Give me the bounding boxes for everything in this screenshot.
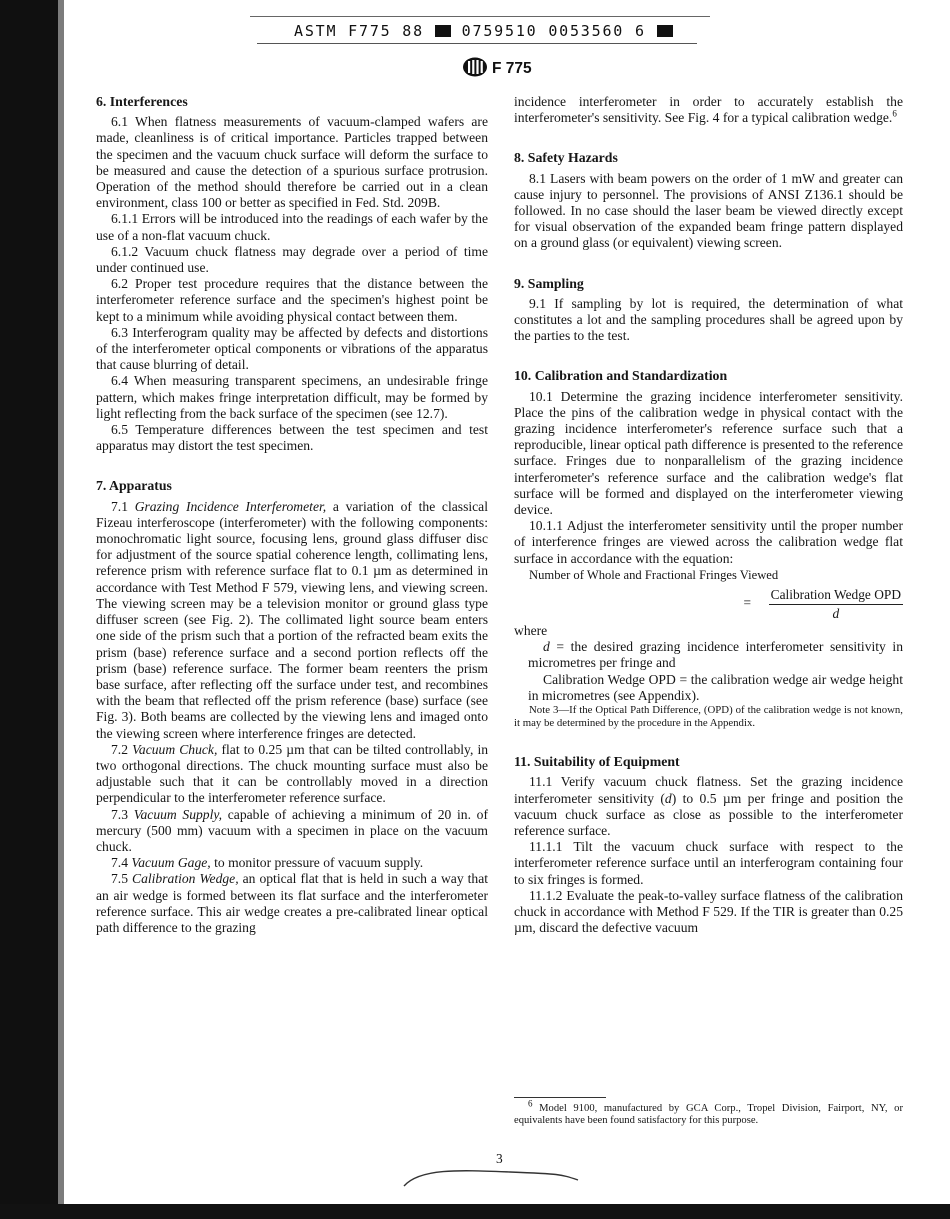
para-11-1 bbox=[514, 774, 903, 839]
footnote-6 bbox=[514, 1098, 904, 1128]
para-7-4-number: 7.4 bbox=[111, 855, 128, 871]
header-bottom-rule bbox=[257, 43, 697, 44]
scan-dark-edge-left bbox=[0, 0, 58, 1219]
para-6-2: 6.2 Proper test procedure requires that the distance between the interferometer reference surface and the specimen's highest point be kept to a minimum while avoiding physical contact between them. bbox=[96, 276, 488, 324]
left-column bbox=[96, 94, 488, 936]
designation-number: F 775 bbox=[492, 60, 532, 77]
term-vacuum-chuck: Vacuum Chuck, bbox=[132, 741, 218, 757]
formula-label: Number of Whole and Fractional Fringes Viewed bbox=[529, 567, 779, 582]
para-9-1: 9.1 If sampling by lot is required, the determination of what constitutes a lot and the sampling procedures shall be agreed upon by the parties to the test. bbox=[514, 295, 903, 344]
note-3: Note 3—If the Optical Path Difference, (OPD) of the calibration wedge is not known, it may be determined by the procedure in the Appendix. bbox=[514, 704, 903, 730]
header-top-rule bbox=[250, 16, 710, 17]
scan-header-line bbox=[294, 22, 673, 40]
heading-safety-hazards: 8. Safety Hazards bbox=[514, 150, 618, 166]
term-vacuum-gage: Vacuum Gage, bbox=[131, 855, 211, 871]
right-column bbox=[514, 94, 903, 936]
para-11-1-b: ) to 0.5 µm per fringe and position the vacuum chuck surface as close as possible to the interferometer reference surface. bbox=[514, 790, 904, 838]
symbol-d: d bbox=[543, 639, 550, 655]
heading-interferences: 6. Interferences bbox=[96, 94, 188, 109]
formula-fraction bbox=[769, 587, 903, 622]
para-10-1-1: 10.1.1 Adjust the interferometer sensitivity until the proper number of interference fringes are viewed across the calibration wedge flat surface in accordance with the equation: bbox=[514, 518, 903, 566]
heading-calibration: 10. Calibration and Standardization bbox=[514, 368, 728, 384]
scan-header-block-2 bbox=[657, 25, 673, 37]
para-6-1-1: 6.1.1 Errors will be introduced into the readings of each wafer by the use of a non-flat vacuum chuck. bbox=[96, 211, 488, 243]
sensitivity-formula bbox=[514, 583, 903, 623]
symbol-d-inline: d bbox=[664, 790, 672, 806]
heading-suitability: 11. Suitability of Equipment bbox=[514, 754, 680, 770]
para-8-1: 8.1 Lasers with beam powers on the order of 1 mW and greater can cause injury to personnel. The provisions of ANSI Z136.1 should be followed. In no case should the laser beam be viewed directly except for visual observation of the expanded beam fringe pattern displayed on a ground glass (or equivalent) viewing screen. bbox=[514, 170, 903, 251]
formula-denominator: d bbox=[832, 606, 840, 622]
para-7-3-text: capable of achieving a minimum of 20 in. of mercury (500 mm) vacuum with a specimen in place on the vacuum chuck. bbox=[96, 806, 488, 854]
para-11-1-1: 11.1.1 Tilt the vacuum chuck surface with respect to the interferometer reference surface until an interferogram containing four to six fringes is formed. bbox=[514, 839, 903, 887]
where-label: where bbox=[514, 623, 548, 639]
para-11-1-2: 11.1.2 Evaluate the peak-to-valley surface flatness of the calibration chuck in accordance with Method F 529. If the TIR is greater than 0.25 µm, discard the defective vacuum bbox=[514, 887, 903, 936]
term-grazing-incidence-interferometer: Grazing Incidence Interferometer, bbox=[134, 498, 327, 514]
para-7-3-number: 7.3 bbox=[111, 806, 128, 822]
scan-header-code: 0759510 0053560 6 bbox=[461, 22, 646, 40]
para-7-1 bbox=[96, 499, 488, 742]
scan-grey-edge-left bbox=[58, 0, 64, 1219]
para-7-1-text: a variation of the classical Fizeau interferoscope (interferometer) with the following components: monochromatic light source, focusing lens, ground glass diffuser disc for adjustment of the source spatial coherence length, collimating lens, reference prism with reference surface flat to 0.1 µm as determined in accordance with Test Method F 579, viewing lens, and viewing screen. The viewing screen may be a television monitor or ground glass type diffuser screen (see Fig. 2). The collimated light source beam enters one side of the prism such that a portion of the refracted beam exits the prism (base) reference surface and a second portion reflects off the prism (base) reference surface. The former beam reenters the prism base surface, after reflecting off the surface under test, and recombines with the beam that reflected off the prism reference (base) surface (see Fig. 3). Both beams are collected by the viewing lens and imaged onto the viewing screen where interference fringes are detected. bbox=[96, 498, 488, 741]
term-calibration-wedge: Calibration Wedge, bbox=[132, 871, 239, 887]
footnote-text: Model 9100, manufactured by GCA Corp., Tropel Division, Fairport, NY, or equivalents have been found satisfactory for this purpose. bbox=[514, 1103, 904, 1127]
para-10-1: 10.1 Determine the grazing incidence interferometer sensitivity. Place the pins of the calibration wedge in physical contact with the grazing incidence interferometer's reference surface such that a reproducible, linear optical path difference is presented to the reference surface. Fringes due to nonparallelism of the grazing incidence interferometer's reference surface and the calibration wedge's flat surface will be formed and displayed on the interferometer viewing device. bbox=[514, 388, 903, 518]
para-7-1-number: 7.1 bbox=[111, 498, 128, 514]
para-6-3: 6.3 Interferogram quality may be affected by defects and distortions of the interferometer optical components or vibrations of the apparatus that cause blurring of detail. bbox=[96, 324, 488, 373]
para-7-2 bbox=[96, 742, 488, 807]
scan-header-standard: ASTM F775 88 bbox=[294, 22, 424, 40]
para-6-1-2: 6.1.2 Vacuum chuck flatness may degrade over a period of time under continued use. bbox=[96, 243, 488, 276]
para-11-1-a: 11.1 Verify vacuum chuck flatness. Set the grazing incidence interferometer sensitivity ( bbox=[514, 774, 903, 806]
para-6-5: 6.5 Temperature differences between the test specimen and test apparatus may distort the test specimen. bbox=[96, 422, 488, 454]
pen-stroke-mark bbox=[400, 1164, 590, 1194]
heading-sampling: 9. Sampling bbox=[514, 275, 584, 291]
scan-dark-edge-bottom bbox=[0, 1204, 950, 1219]
definition-d-text: = the desired grazing incidence interferometer sensitivity in micrometres per fringe and bbox=[528, 639, 903, 671]
para-7-2-text: flat to 0.25 µm that can be tilted controllably, in two orthogonal directions. The chuck mounting surface must also be adjustable such that it can be controllably moved in a direction perpendicular to the interferometer reference surface. bbox=[96, 741, 489, 806]
scan-header-block-1 bbox=[435, 25, 451, 37]
definition-calibration-wedge-opd: Calibration Wedge OPD = the calibration wedge air wedge height in micrometres (see Appendix). bbox=[528, 671, 903, 703]
footnote-ref-6: 6 bbox=[892, 108, 897, 119]
para-7-3 bbox=[96, 807, 488, 856]
para-7-5-continued bbox=[514, 94, 903, 126]
para-7-5-number: 7.5 bbox=[111, 871, 128, 887]
para-7-2-number: 7.2 bbox=[111, 741, 128, 757]
para-7-5-continued-text: incidence interferometer in order to accurately establish the interferometer's sensitivity. See Fig. 4 for a typical calibration wedge. bbox=[514, 94, 903, 126]
formula-numerator: Calibration Wedge OPD bbox=[769, 587, 903, 605]
term-vacuum-supply: Vacuum Supply, bbox=[133, 806, 223, 822]
footnote-mark: 6 bbox=[528, 1098, 533, 1109]
formula-equals: = bbox=[743, 595, 751, 611]
para-7-4 bbox=[96, 855, 488, 871]
para-7-4-text: to monitor pressure of vacuum supply. bbox=[214, 855, 424, 871]
para-6-1: 6.1 When flatness measurements of vacuum-clamped wafers are made, cleanliness is of critical importance. Particles trapped between the specimen and the vacuum chuck surface will deform the surface to be measured and cause the detection of a spurious surface protrusion. Operation of the method should therefore be carried out in a clean environment, class 100 or better as specified in Fed. Std. 209B. bbox=[96, 114, 488, 211]
para-7-5 bbox=[96, 871, 488, 936]
definition-d bbox=[514, 639, 903, 671]
para-7-5-text: an optical flat that is held in such a way that an air wedge is formed between its flat surface and the interferometer reference surface. This air wedge creates a pre-calibrated linear optical path difference to the grazing bbox=[96, 871, 489, 935]
heading-apparatus: 7. Apparatus bbox=[96, 478, 172, 494]
designation bbox=[462, 57, 532, 78]
page-number: 3 bbox=[496, 1151, 503, 1166]
para-6-4: 6.4 When measuring transparent specimens, an undesirable fringe pattern, which makes fringe interpretation difficult, may be formed by light reflecting from the back surface of the specimen (see 12.7). bbox=[96, 373, 488, 421]
astm-logo-icon bbox=[462, 57, 488, 77]
